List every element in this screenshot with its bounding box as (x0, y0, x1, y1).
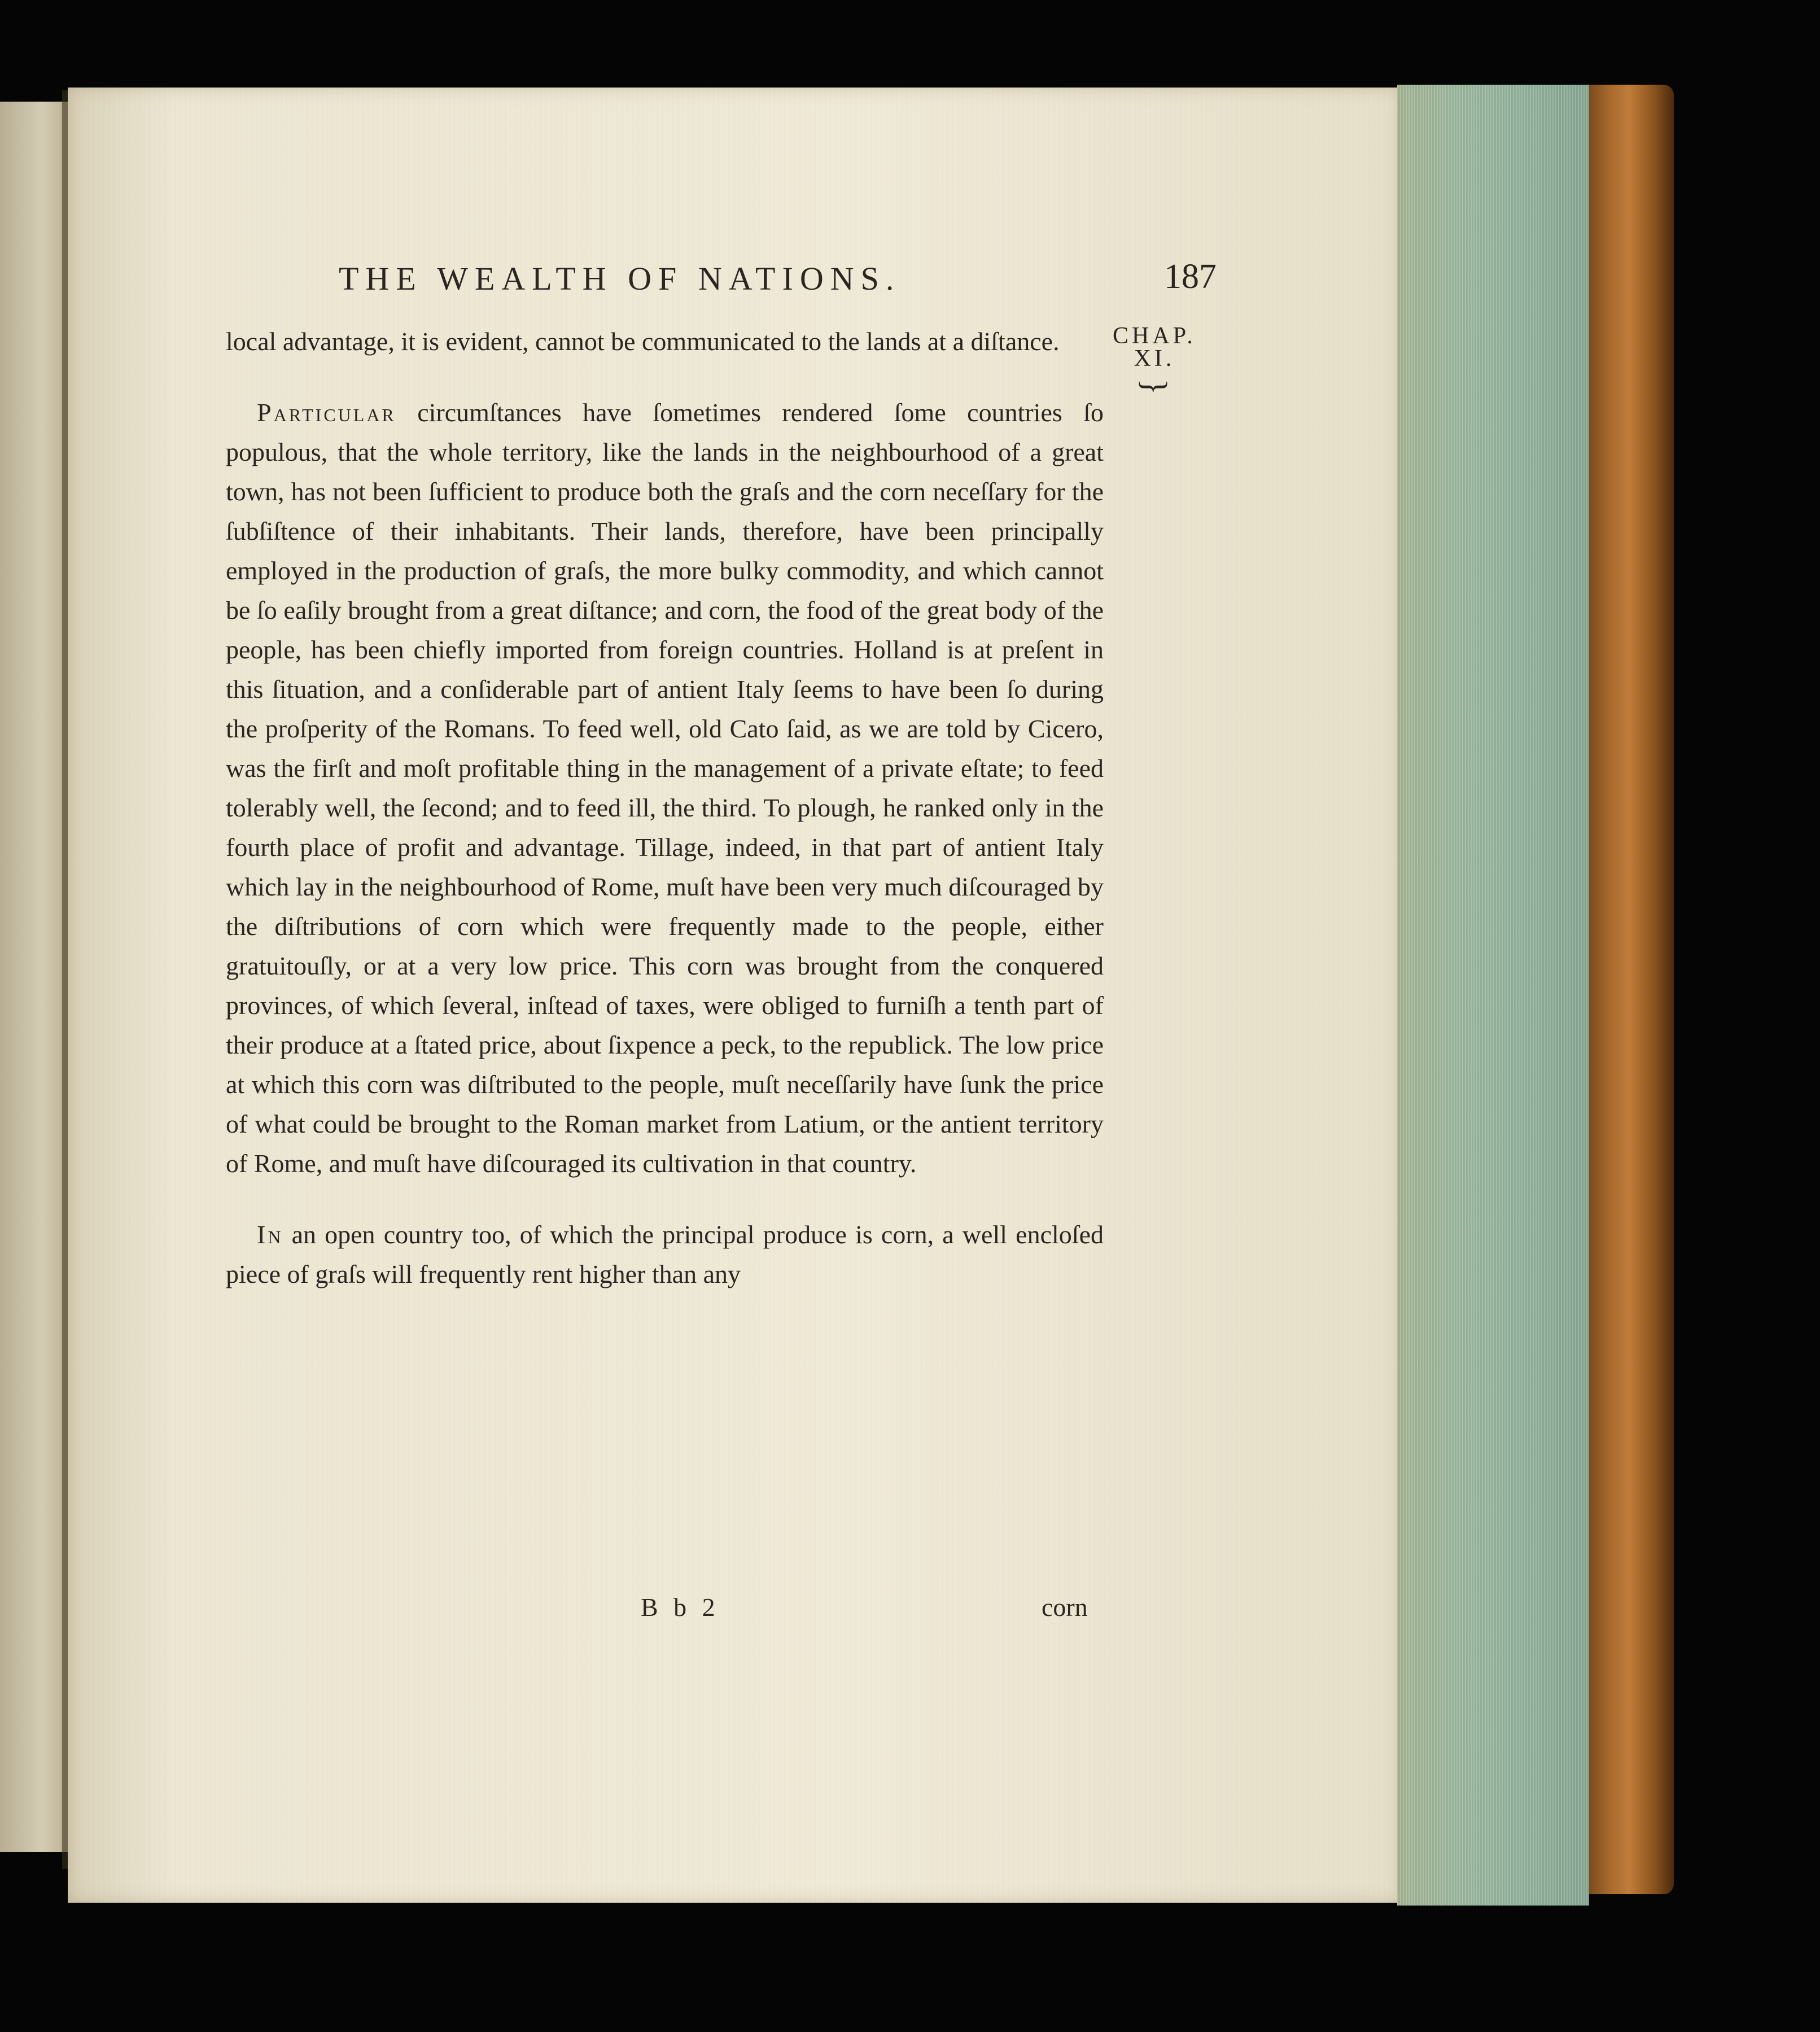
paragraph-2-text: circumſtances have ſometimes rendered ſome countries ſo populous, that the whole territory, like the lands in the neighbourhood of a great town, has not been ſufficient to produce both the graſs and the corn neceſſary for the ſubſiſtence of their inhabitants. Their lands, therefore, have been principally employed in the production of graſs, the more bulky commodity, and which cannot be ſo eaſily brought from a great diſtance; and corn, the food of the great body of the people, has been chiefly imported from foreign countries. Holland is at preſent in this ſituation, and a conſiderable part of antient Italy ſeems to have been ſo during the proſperity of the Romans. To feed well, old Cato ſaid, as we are told by Cicero, was the firſt and moſt profitable thing in the management of a private eſtate; to feed tolerably well, the ſecond; and to feed ill, the third. To plough, he ranked only in the fourth place of profit and advantage. Tillage, indeed, in that part of antient Italy which lay in the neighbourhood of Rome, muſt have been very much diſcouraged by the diſtributions of corn which were frequently made to the people, either gratuitouſly, or at a very low price. This corn was brought from the conquered provinces, of which ſeveral, inſtead of taxes, were obliged to furniſh a tenth part of their produce at a ſtated price, about ſixpence a peck, to the republick. The low price at which this corn was diſtributed to the people, muſt neceſſarily have ſunk the price of what could be brought to the Roman market from Latium, or the antient territory of Rome, and muſt have diſcouraged its cultivation in that country. (226, 398, 1104, 1178)
paragraph-3-lead: In (257, 1220, 283, 1249)
page-fore-edge (1397, 85, 1589, 1906)
paragraph-3-text: an open country too, of which the principal produce is corn, a well encloſed piece of graſs will frequently rent higher than any (226, 1220, 1104, 1288)
paragraph-3 (226, 1215, 1104, 1294)
chapter-label: CHAP. (1113, 323, 1196, 349)
paragraph-2 (226, 393, 1104, 1183)
leather-binding (1575, 85, 1674, 1894)
chapter-number: XI. (1134, 346, 1175, 372)
paragraph-2-lead: Particular (257, 398, 396, 427)
previous-page-edge (0, 102, 71, 1852)
signature-mark: B b 2 (641, 1593, 720, 1622)
chapter-marker (1098, 325, 1211, 402)
catchword: corn (1042, 1593, 1088, 1622)
paragraph-1-text: local advantage, it is evident, cannot be communicated to the lands at a diſtance. (226, 327, 1060, 356)
brace-ornament: } (1136, 378, 1173, 395)
paragraph-1 (226, 322, 1104, 361)
body-text (226, 322, 1104, 1294)
running-head: THE WEALTH OF NATIONS. (339, 260, 901, 297)
page-number: 187 (1164, 257, 1217, 296)
